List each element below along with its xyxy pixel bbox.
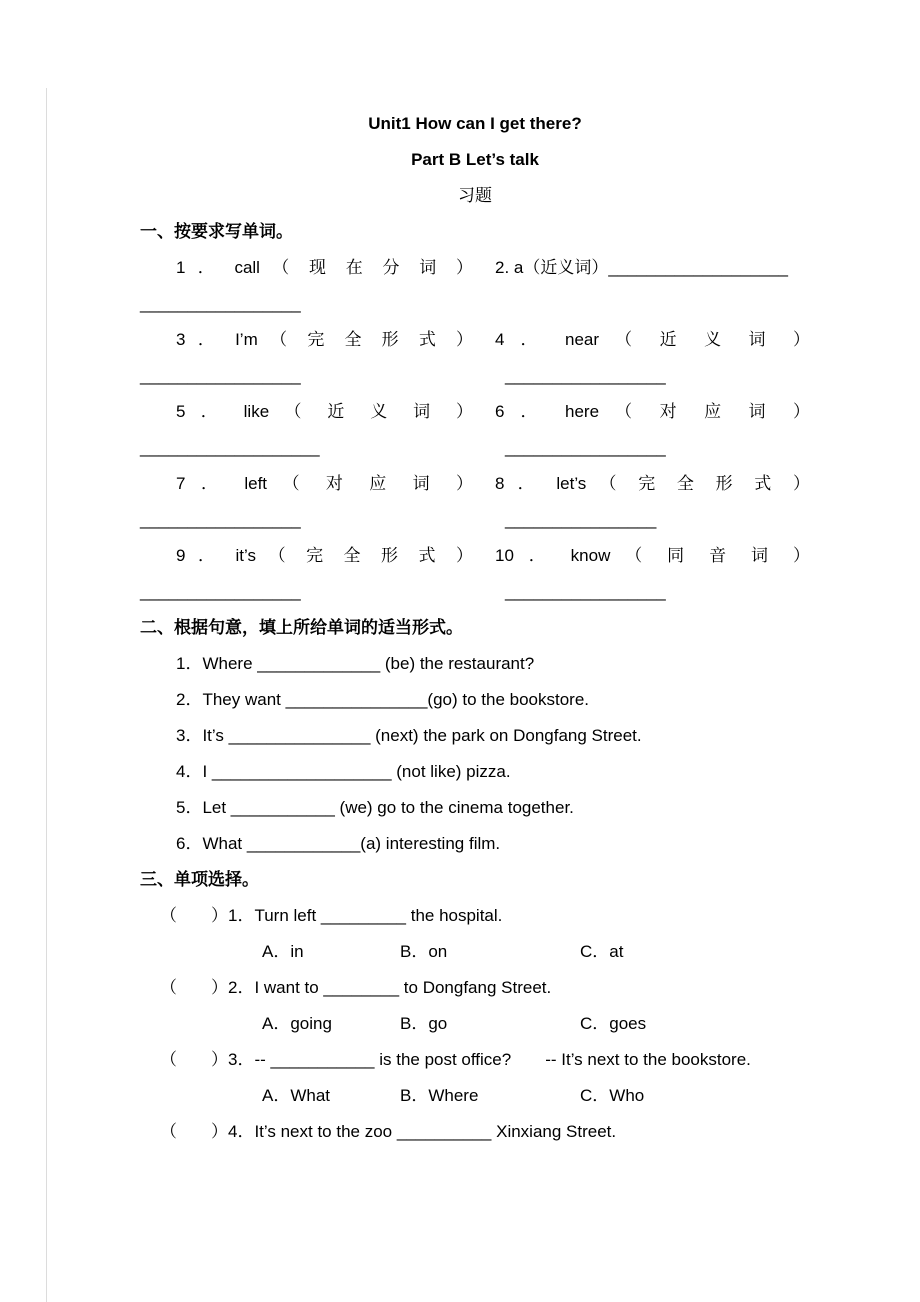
word-item: 3 ． I’m （ 完 全 形 式 ） (176, 330, 473, 349)
section-two-title: 二、根据句意，填上所给单词的适当形式。 (140, 618, 463, 637)
word-item: 5 ． like （ 近 义 词 ） (176, 402, 473, 421)
choice-question-stem: （ ）3．-- ___________ is the post office? -- It’s next to the bookstore. (160, 1050, 751, 1069)
answer-blank-row (140, 574, 810, 610)
fill-blank-item: 4．I ___________________ (not like) pizza. (176, 762, 511, 781)
word-item: 10 ． know （ 同 音 词 ） (495, 546, 810, 565)
choice-option: B．on (400, 942, 448, 961)
section-three-title: 三、单项选择。 (140, 870, 259, 889)
fill-blank-item: 2．They want _______________(go) to the bookstore. (176, 690, 590, 709)
choice-option: B．Where (400, 1086, 479, 1105)
choice-options-row (140, 1078, 810, 1114)
answer-blank: _________________ (505, 582, 666, 601)
word-item: 6 ． here （ 对 应 词 ） (495, 402, 810, 421)
page-edge-line (46, 88, 47, 1302)
word-item: 2. a（近义词）___________________ (495, 258, 788, 277)
answer-blank-row (140, 502, 810, 538)
fill-blank-item: 5．Let ___________ (we) go to the cinema together. (176, 798, 574, 817)
answer-blank: _________________ (140, 582, 301, 601)
choice-option: C．at (580, 942, 624, 961)
choice-option: A．What (262, 1086, 331, 1105)
worksheet-page (140, 106, 810, 1150)
word-pair-row (140, 250, 810, 286)
choice-option: C．goes (580, 1014, 647, 1033)
exercise-heading: 习题 (458, 186, 492, 205)
choice-options-row (140, 934, 810, 970)
choice-question-stem: （ ）1．Turn left _________ the hospital. (160, 906, 503, 925)
choice-options-row (140, 1006, 810, 1042)
word-item: 1 ． call （ 现 在 分 词 ） (176, 258, 473, 277)
answer-blank-row (140, 430, 810, 466)
fill-blank-item: 3．It’s _______________ (next) the park on Dongfang Street. (176, 726, 642, 745)
section-one-title: 一、按要求写单词。 (140, 222, 293, 241)
answer-blank: _________________ (505, 366, 666, 385)
answer-blank: _________________ (140, 294, 301, 313)
word-pair-row (140, 538, 810, 574)
choice-option: C．Who (580, 1086, 645, 1105)
choice-option: A．going (262, 1014, 332, 1033)
word-item: 7 ． left （ 对 应 词 ） (176, 474, 473, 493)
word-pair-row (140, 394, 810, 430)
answer-blank-row (140, 358, 810, 394)
fill-blank-item: 6．What ____________(a) interesting film. (176, 834, 501, 853)
word-pair-row (140, 322, 810, 358)
word-item: 9 ． it’s （ 完 全 形 式 ） (176, 546, 473, 565)
answer-blank-row (140, 286, 810, 322)
answer-blank: _________________ (140, 366, 301, 385)
word-item: 4 ． near （ 近 义 词 ） (495, 330, 810, 349)
answer-blank: ________________ (505, 510, 657, 529)
choice-option: A．in (262, 942, 304, 961)
choice-question-stem: （ ）4．It’s next to the zoo __________ Xinxiang Street. (160, 1122, 617, 1141)
word-item: 8 ． let’s （ 完 全 形 式 ） (495, 474, 810, 493)
fill-blank-item: 1．Where _____________ (be) the restaurant? (176, 654, 535, 673)
doc-subtitle: Part B Let’s talk (411, 150, 539, 169)
answer-blank: _________________ (505, 438, 666, 457)
choice-option: B．go (400, 1014, 448, 1033)
word-pair-row (140, 466, 810, 502)
answer-blank (495, 286, 810, 322)
answer-blank: _________________ (140, 510, 301, 529)
doc-title: Unit1 How can I get there? (368, 114, 582, 133)
answer-blank: ___________________ (140, 438, 320, 457)
choice-question-stem: （ ）2．I want to ________ to Dongfang Street. (160, 978, 552, 997)
